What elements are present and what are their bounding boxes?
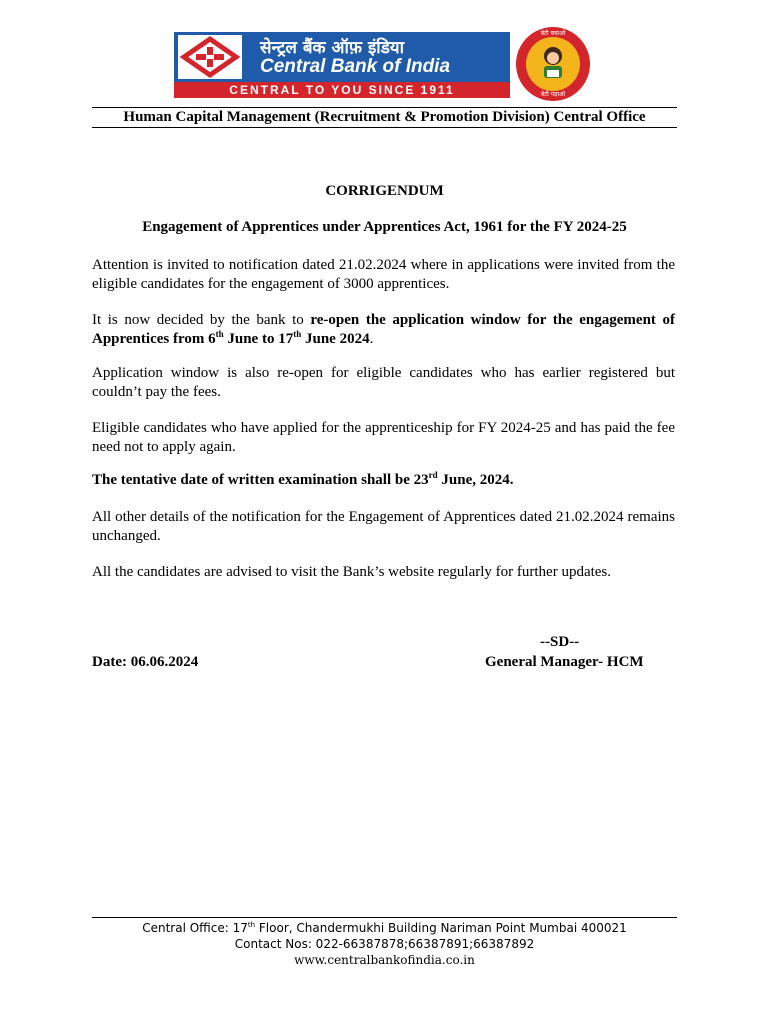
footer-address bbox=[92, 920, 677, 936]
reopen-end: . bbox=[369, 330, 374, 347]
beti-bachao-badge bbox=[515, 26, 591, 102]
logo-tagline: CENTRAL TO YOU SINCE 1911 bbox=[174, 82, 510, 98]
signatory-designation: General Manager- HCM bbox=[485, 654, 644, 670]
exam-date-sup: rd bbox=[428, 470, 438, 480]
reopen-sup-a: th bbox=[215, 328, 224, 339]
footer-address-sup: th bbox=[247, 921, 256, 929]
logo-hindi-name: सेन्ट्रल बैंक ऑफ़ इंडिया bbox=[260, 38, 405, 58]
paragraph-notification: Attention is invited to notification dated 21.02.2024 where in applications were invited from the eligible candidates for the engagement of 3000 apprentices. bbox=[92, 257, 675, 292]
header-rule-top bbox=[92, 107, 677, 108]
logo-blue-panel bbox=[174, 32, 510, 82]
paragraph-already-applied: Eligible candidates who have applied for the apprenticeship for FY 2024-25 and has paid the fee need not to apply again. bbox=[92, 420, 675, 455]
reopen-bold-c: June 2024 bbox=[301, 330, 370, 347]
footer-rule bbox=[92, 917, 677, 918]
reopen-bold-a: re-open the application window for the engagement of Apprentices from 6 bbox=[92, 312, 675, 347]
department-heading: Human Capital Management (Recruitment & Promotion Division) Central Office bbox=[123, 109, 646, 125]
footer-contact: Contact Nos: 022-66387878;66387891;66387892 bbox=[234, 937, 535, 951]
reopen-bold-b: June to 17 bbox=[223, 330, 294, 347]
subject-heading: Engagement of Apprentices under Apprentices Act, 1961 for the FY 2024-25 bbox=[142, 219, 627, 235]
reopen-sup-b: th bbox=[293, 328, 302, 339]
paragraph-reopen bbox=[92, 311, 675, 348]
exam-date-b: June, 2024. bbox=[437, 472, 514, 488]
logo-english-name: Central Bank of India bbox=[260, 56, 451, 77]
document-title: CORRIGENDUM bbox=[325, 183, 444, 199]
bank-logo bbox=[174, 32, 510, 98]
footer-address-b: Floor, Chandermukhi Building Nariman Point Mumbai 400021 bbox=[255, 921, 627, 935]
footer-address-a: Central Office: 17 bbox=[142, 921, 248, 935]
header-rule-bottom bbox=[92, 127, 677, 128]
bank-emblem-icon bbox=[178, 35, 242, 79]
badge-top-text: बेटी बचाओ bbox=[540, 30, 566, 37]
signature-sd: --SD-- bbox=[540, 634, 580, 650]
footer-website: www.centralbankofindia.co.in bbox=[294, 953, 475, 967]
exam-date-a: The tentative date of written examination shall be 23 bbox=[92, 472, 429, 488]
reopen-lead: It is now decided by the bank to bbox=[92, 312, 311, 328]
paragraph-other-details: All other details of the notification for the Engagement of Apprentices dated 21.02.2024 remains unchanged. bbox=[92, 509, 675, 544]
issue-date: Date: 06.06.2024 bbox=[92, 654, 199, 670]
paragraph-unpaid: Application window is also re-open for eligible candidates who has earlier registered but couldn’t pay the fees. bbox=[92, 365, 675, 400]
badge-bottom-text: बेटी पढ़ाओ bbox=[540, 91, 566, 98]
paragraph-advice: All the candidates are advised to visit the Bank’s website regularly for further updates. bbox=[92, 564, 612, 580]
paragraph-exam-date bbox=[92, 471, 675, 490]
